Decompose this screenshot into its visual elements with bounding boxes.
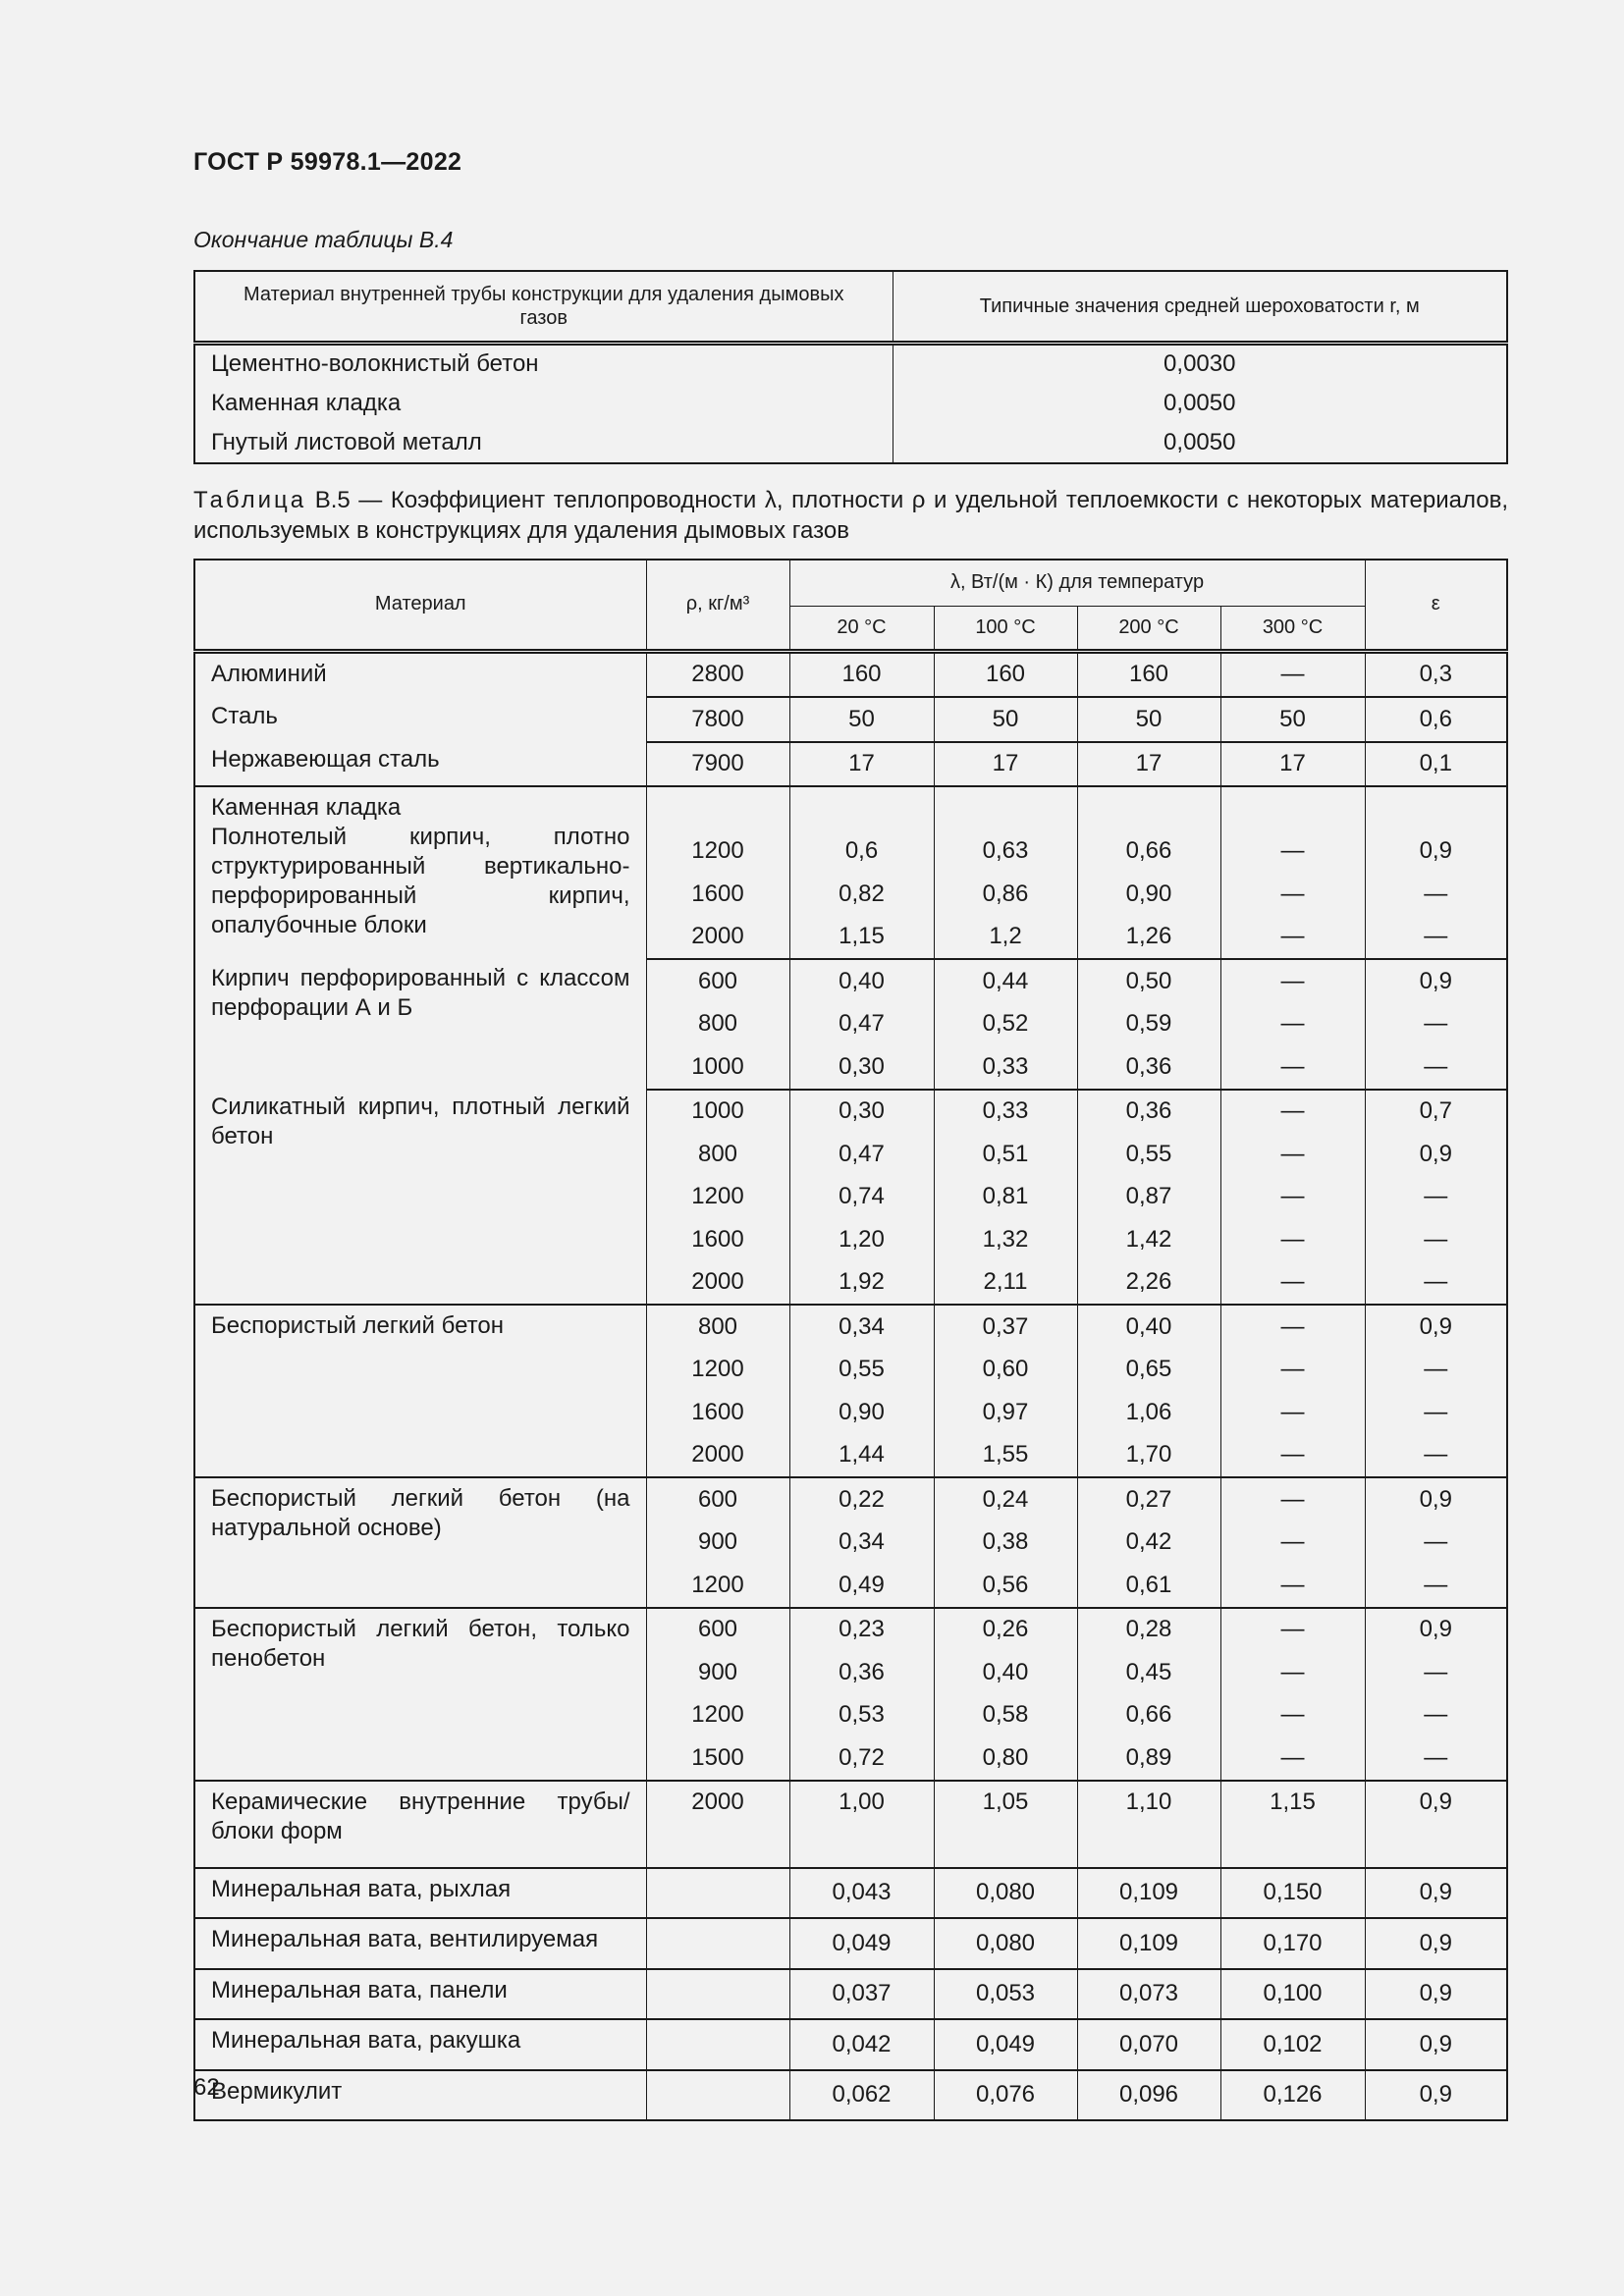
table-row: [194, 1477, 1507, 1522]
lambda-20-cell: 50: [789, 697, 934, 742]
lambda-100-cell: 0,56: [934, 1564, 1077, 1608]
lambda-20-cell: 0,042: [789, 2019, 934, 2070]
epsilon-cell: 0,9: [1365, 1305, 1507, 1349]
lambda-100-cell: 0,080: [934, 1918, 1077, 1969]
lambda-200-cell: 0,070: [1077, 2019, 1220, 2070]
table-b5-header-density: ρ, кг/м³: [646, 560, 789, 651]
density-cell: 2800: [646, 651, 789, 697]
lambda-20-cell: 0,23: [789, 1608, 934, 1652]
density-cell: [646, 1918, 789, 1969]
lambda-100-cell: 0,63: [934, 830, 1077, 874]
density-cell: 600: [646, 1477, 789, 1522]
epsilon-cell: —: [1365, 1694, 1507, 1737]
lambda-20-cell: [789, 786, 934, 830]
material-cell: [194, 1918, 646, 1969]
density-cell: 600: [646, 959, 789, 1003]
density-cell: [646, 1969, 789, 2020]
density-cell: 1000: [646, 1090, 789, 1134]
lambda-200-cell: [1077, 786, 1220, 830]
lambda-300-cell: —: [1220, 1694, 1365, 1737]
density-cell: 1000: [646, 1045, 789, 1090]
lambda-200-cell: 0,36: [1077, 1090, 1220, 1134]
table-b5-header-material: Материал: [194, 560, 646, 651]
material-cell: [194, 1608, 646, 1781]
material-name: Минеральная вата, ракушка: [211, 2027, 521, 2054]
epsilon-cell: 0,9: [1365, 1133, 1507, 1176]
lambda-200-cell: 0,109: [1077, 1868, 1220, 1919]
table-b4-continuation: [193, 270, 1508, 464]
table-b4-header-material: Материал внутренней трубы конструкции для удаления дымовых газов: [194, 271, 893, 343]
lambda-20-cell: 0,34: [789, 1305, 934, 1349]
epsilon-cell: —: [1365, 1564, 1507, 1608]
lambda-300-cell: —: [1220, 1045, 1365, 1090]
lambda-20-cell: 0,043: [789, 1868, 934, 1919]
lambda-200-cell: 0,90: [1077, 873, 1220, 916]
lambda-200-cell: 0,28: [1077, 1608, 1220, 1652]
table-b5-header-100c: 100 °C: [934, 606, 1077, 651]
lambda-100-cell: 0,049: [934, 2019, 1077, 2070]
density-cell: [646, 786, 789, 830]
lambda-200-cell: 0,65: [1077, 1349, 1220, 1392]
lambda-300-cell: 1,15: [1220, 1781, 1365, 1825]
epsilon-cell: —: [1365, 873, 1507, 916]
lambda-200-cell: 0,36: [1077, 1045, 1220, 1090]
epsilon-cell: —: [1365, 916, 1507, 960]
material-name: Вермикулит: [211, 2077, 343, 2105]
material-cell: [194, 1305, 646, 1477]
density-cell: 900: [646, 1522, 789, 1565]
epsilon-cell: 0,9: [1365, 1781, 1507, 1825]
lambda-20-cell: 0,062: [789, 2070, 934, 2121]
lambda-20-cell: 1,20: [789, 1218, 934, 1261]
table-b5-header-300c: 300 °C: [1220, 606, 1365, 651]
lambda-200-cell: 160: [1077, 651, 1220, 697]
epsilon-cell: 0,3: [1365, 651, 1507, 697]
lambda-20-cell: 160: [789, 651, 934, 697]
lambda-300-cell: —: [1220, 1736, 1365, 1781]
material-name: Силикатный кирпич, плотный легкий бетон: [211, 1093, 630, 1149]
epsilon-cell: 0,9: [1365, 2070, 1507, 2121]
density-cell: 7900: [646, 742, 789, 787]
lambda-300-cell: —: [1220, 1176, 1365, 1219]
lambda-100-cell: 17: [934, 742, 1077, 787]
table-b4-continuation-caption: Окончание таблицы В.4: [193, 227, 454, 252]
lambda-200-cell: 0,45: [1077, 1651, 1220, 1694]
table-row: [194, 2070, 1507, 2121]
lambda-100-cell: 0,52: [934, 1003, 1077, 1046]
lambda-300-cell: —: [1220, 1349, 1365, 1392]
material-name: Минеральная вата, панели: [211, 1976, 508, 2003]
epsilon-cell: 0,6: [1365, 697, 1507, 742]
density-cell: 1200: [646, 1349, 789, 1392]
material-cell: [194, 786, 646, 1305]
epsilon-cell: —: [1365, 1218, 1507, 1261]
lambda-100-cell: 1,2: [934, 916, 1077, 960]
lambda-300-cell: 50: [1220, 697, 1365, 742]
density-cell: 2000: [646, 1434, 789, 1478]
lambda-300-cell: —: [1220, 830, 1365, 874]
lambda-300-cell: 0,150: [1220, 1868, 1365, 1919]
material-name: Беспористый легкий бетон, только пенобетон: [211, 1615, 630, 1672]
lambda-300-cell: —: [1220, 651, 1365, 697]
lambda-200-cell: 50: [1077, 697, 1220, 742]
lambda-100-cell: 0,33: [934, 1045, 1077, 1090]
lambda-200-cell: 1,42: [1077, 1218, 1220, 1261]
lambda-100-cell: 0,44: [934, 959, 1077, 1003]
lambda-200-cell: 1,10: [1077, 1781, 1220, 1825]
lambda-100-cell: 0,58: [934, 1694, 1077, 1737]
density-cell: 1200: [646, 1176, 789, 1219]
lambda-100-cell: 0,81: [934, 1176, 1077, 1219]
epsilon-cell: [1365, 1824, 1507, 1868]
lambda-20-cell: 0,40: [789, 959, 934, 1003]
density-cell: 1600: [646, 1218, 789, 1261]
lambda-300-cell: 0,100: [1220, 1969, 1365, 2020]
density-cell: 1200: [646, 1694, 789, 1737]
density-cell: 1200: [646, 830, 789, 874]
density-cell: 800: [646, 1133, 789, 1176]
lambda-20-cell: [789, 1824, 934, 1868]
epsilon-cell: [1365, 786, 1507, 830]
epsilon-cell: 0,1: [1365, 742, 1507, 787]
lambda-200-cell: 2,26: [1077, 1261, 1220, 1306]
density-cell: 800: [646, 1003, 789, 1046]
lambda-20-cell: 0,72: [789, 1736, 934, 1781]
lambda-300-cell: —: [1220, 1218, 1365, 1261]
density-cell: [646, 2070, 789, 2121]
document-header: ГОСТ Р 59978.1—2022: [193, 148, 462, 176]
lambda-200-cell: 0,42: [1077, 1522, 1220, 1565]
lambda-200-cell: 0,66: [1077, 830, 1220, 874]
lambda-300-cell: —: [1220, 1133, 1365, 1176]
lambda-100-cell: [934, 786, 1077, 830]
material-cell: [194, 651, 646, 786]
density-cell: 1500: [646, 1736, 789, 1781]
lambda-200-cell: 0,27: [1077, 1477, 1220, 1522]
material-cell: [194, 2070, 646, 2121]
lambda-20-cell: 0,47: [789, 1003, 934, 1046]
density-cell: [646, 1868, 789, 1919]
epsilon-cell: —: [1365, 1003, 1507, 1046]
lambda-100-cell: 160: [934, 651, 1077, 697]
lambda-200-cell: 17: [1077, 742, 1220, 787]
lambda-20-cell: 0,74: [789, 1176, 934, 1219]
table-row: [194, 423, 1507, 463]
epsilon-cell: —: [1365, 1045, 1507, 1090]
table-row: [194, 651, 1507, 697]
lambda-100-cell: 0,076: [934, 2070, 1077, 2121]
lambda-100-cell: 1,32: [934, 1218, 1077, 1261]
table-row: [194, 786, 1507, 830]
lambda-20-cell: 1,00: [789, 1781, 934, 1825]
lambda-300-cell: —: [1220, 1434, 1365, 1478]
epsilon-cell: 0,9: [1365, 1477, 1507, 1522]
lambda-20-cell: 0,30: [789, 1090, 934, 1134]
lambda-300-cell: [1220, 1824, 1365, 1868]
lambda-20-cell: 0,36: [789, 1651, 934, 1694]
page-number: 62: [193, 2074, 220, 2101]
lambda-20-cell: 0,82: [789, 873, 934, 916]
material-name: Беспористый легкий бетон (на натуральной основе): [211, 1485, 630, 1541]
lambda-100-cell: 0,97: [934, 1391, 1077, 1434]
lambda-100-cell: 0,38: [934, 1522, 1077, 1565]
lambda-300-cell: —: [1220, 873, 1365, 916]
material-cell: Гнутый листовой металл: [194, 423, 893, 463]
material-cell: [194, 2019, 646, 2070]
lambda-20-cell: 1,15: [789, 916, 934, 960]
density-cell: 600: [646, 1608, 789, 1652]
material-cell: [194, 1477, 646, 1608]
lambda-100-cell: [934, 1824, 1077, 1868]
lambda-300-cell: —: [1220, 1651, 1365, 1694]
density-cell: [646, 2019, 789, 2070]
epsilon-cell: —: [1365, 1391, 1507, 1434]
epsilon-cell: —: [1365, 1261, 1507, 1306]
lambda-20-cell: 0,6: [789, 830, 934, 874]
lambda-300-cell: —: [1220, 916, 1365, 960]
lambda-20-cell: 0,30: [789, 1045, 934, 1090]
lambda-200-cell: 1,26: [1077, 916, 1220, 960]
lambda-300-cell: —: [1220, 1477, 1365, 1522]
lambda-20-cell: 0,55: [789, 1349, 934, 1392]
lambda-200-cell: 0,55: [1077, 1133, 1220, 1176]
density-cell: 2000: [646, 916, 789, 960]
table-b5-header-lambda: λ, Вт/(м · К) для температур: [789, 560, 1365, 606]
material-name: Минеральная вата, рыхлая: [211, 1875, 512, 1902]
density-cell: 7800: [646, 697, 789, 742]
density-cell: 900: [646, 1651, 789, 1694]
lambda-100-cell: 0,80: [934, 1736, 1077, 1781]
table-b5-caption: [193, 485, 1508, 546]
lambda-300-cell: 0,126: [1220, 2070, 1365, 2121]
lambda-100-cell: 0,24: [934, 1477, 1077, 1522]
lambda-200-cell: 0,073: [1077, 1969, 1220, 2020]
lambda-100-cell: 0,86: [934, 873, 1077, 916]
table-b5-caption-text: В.5 — Коэффициент теплопроводности λ, плотности ρ и удельной теплоемкости с некоторых материалов, используемых в конструкциях для удаления дымовых газов: [193, 487, 1508, 544]
table-b5-header-200c: 200 °C: [1077, 606, 1220, 651]
lambda-20-cell: 0,34: [789, 1522, 934, 1565]
lambda-20-cell: 0,049: [789, 1918, 934, 1969]
epsilon-cell: 0,9: [1365, 1608, 1507, 1652]
table-row: [194, 1969, 1507, 2020]
material-name: Кирпич перфорированный с классом перфорации А и Б: [211, 965, 630, 1021]
lambda-100-cell: 0,40: [934, 1651, 1077, 1694]
table-row: [194, 1918, 1507, 1969]
density-cell: [646, 1824, 789, 1868]
epsilon-cell: —: [1365, 1176, 1507, 1219]
lambda-300-cell: [1220, 786, 1365, 830]
density-cell: 800: [646, 1305, 789, 1349]
lambda-300-cell: —: [1220, 1003, 1365, 1046]
material-cell: [194, 1969, 646, 2020]
lambda-100-cell: 0,60: [934, 1349, 1077, 1392]
lambda-20-cell: 0,49: [789, 1564, 934, 1608]
lambda-300-cell: —: [1220, 1608, 1365, 1652]
material-cell: [194, 1781, 646, 1868]
material-name: Нержавеющая сталь: [211, 745, 440, 773]
lambda-200-cell: 0,40: [1077, 1305, 1220, 1349]
lambda-300-cell: —: [1220, 1090, 1365, 1134]
density-cell: 1200: [646, 1564, 789, 1608]
lambda-300-cell: —: [1220, 1564, 1365, 1608]
material-name: Каменная кладка Полнотелый кирпич, плотно структурированный вертикально-перфорированный кирпич, опалубочные блоки: [211, 794, 630, 938]
density-cell: 2000: [646, 1781, 789, 1825]
table-b5-caption-label: Таблица: [193, 487, 307, 513]
lambda-200-cell: 1,70: [1077, 1434, 1220, 1478]
lambda-200-cell: 0,66: [1077, 1694, 1220, 1737]
material-name: Беспористый легкий бетон: [211, 1312, 504, 1339]
lambda-100-cell: 0,37: [934, 1305, 1077, 1349]
density-cell: 1600: [646, 873, 789, 916]
material-name: Сталь: [211, 703, 278, 729]
table-b5-header-epsilon: ε: [1365, 560, 1507, 651]
density-cell: 1600: [646, 1391, 789, 1434]
roughness-cell: 0,0050: [893, 423, 1507, 463]
lambda-300-cell: 0,102: [1220, 2019, 1365, 2070]
epsilon-cell: —: [1365, 1651, 1507, 1694]
lambda-100-cell: 0,33: [934, 1090, 1077, 1134]
lambda-20-cell: 17: [789, 742, 934, 787]
roughness-cell: 0,0030: [893, 343, 1507, 383]
material-name: Алюминий: [211, 660, 327, 687]
epsilon-cell: —: [1365, 1522, 1507, 1565]
lambda-100-cell: 0,053: [934, 1969, 1077, 2020]
lambda-100-cell: 1,55: [934, 1434, 1077, 1478]
lambda-200-cell: 0,61: [1077, 1564, 1220, 1608]
roughness-cell: 0,0050: [893, 383, 1507, 423]
lambda-20-cell: 0,90: [789, 1391, 934, 1434]
lambda-300-cell: —: [1220, 1522, 1365, 1565]
lambda-200-cell: 0,87: [1077, 1176, 1220, 1219]
epsilon-cell: 0,9: [1365, 2019, 1507, 2070]
lambda-300-cell: 0,170: [1220, 1918, 1365, 1969]
table-row: [194, 1781, 1507, 1825]
material-cell: [194, 1868, 646, 1919]
lambda-200-cell: [1077, 1824, 1220, 1868]
lambda-300-cell: —: [1220, 1391, 1365, 1434]
table-b5: [193, 559, 1508, 2121]
lambda-300-cell: 17: [1220, 742, 1365, 787]
table-row: [194, 1305, 1507, 1349]
table-row: [194, 383, 1507, 423]
lambda-100-cell: 2,11: [934, 1261, 1077, 1306]
lambda-300-cell: —: [1220, 959, 1365, 1003]
lambda-200-cell: 0,50: [1077, 959, 1220, 1003]
lambda-20-cell: 0,47: [789, 1133, 934, 1176]
epsilon-cell: 0,9: [1365, 1918, 1507, 1969]
table-row: [194, 1868, 1507, 1919]
epsilon-cell: —: [1365, 1736, 1507, 1781]
lambda-20-cell: 0,037: [789, 1969, 934, 2020]
lambda-100-cell: 50: [934, 697, 1077, 742]
table-row: [194, 343, 1507, 383]
lambda-200-cell: 0,59: [1077, 1003, 1220, 1046]
density-cell: 2000: [646, 1261, 789, 1306]
table-b4-header-roughness: Типичные значения средней шероховатости r, м: [893, 271, 1507, 343]
epsilon-cell: —: [1365, 1434, 1507, 1478]
material-name: Керамические внутренние трубы/ блоки форм: [211, 1788, 630, 1844]
epsilon-cell: 0,9: [1365, 1868, 1507, 1919]
lambda-300-cell: —: [1220, 1261, 1365, 1306]
table-row: [194, 1608, 1507, 1652]
lambda-200-cell: 1,06: [1077, 1391, 1220, 1434]
lambda-300-cell: —: [1220, 1305, 1365, 1349]
lambda-20-cell: 1,44: [789, 1434, 934, 1478]
lambda-20-cell: 0,22: [789, 1477, 934, 1522]
lambda-100-cell: 0,51: [934, 1133, 1077, 1176]
lambda-100-cell: 0,26: [934, 1608, 1077, 1652]
epsilon-cell: —: [1365, 1349, 1507, 1392]
lambda-100-cell: 1,05: [934, 1781, 1077, 1825]
lambda-100-cell: 0,080: [934, 1868, 1077, 1919]
lambda-200-cell: 0,89: [1077, 1736, 1220, 1781]
epsilon-cell: 0,9: [1365, 830, 1507, 874]
material-cell: Цементно-волокнистый бетон: [194, 343, 893, 383]
lambda-20-cell: 1,92: [789, 1261, 934, 1306]
epsilon-cell: 0,9: [1365, 959, 1507, 1003]
lambda-200-cell: 0,096: [1077, 2070, 1220, 2121]
lambda-20-cell: 0,53: [789, 1694, 934, 1737]
table-row: [194, 2019, 1507, 2070]
epsilon-cell: 0,9: [1365, 1969, 1507, 2020]
material-name: Минеральная вата, вентилируемая: [211, 1926, 599, 1952]
table-b5-header-20c: 20 °C: [789, 606, 934, 651]
epsilon-cell: 0,7: [1365, 1090, 1507, 1134]
lambda-200-cell: 0,109: [1077, 1918, 1220, 1969]
material-cell: Каменная кладка: [194, 383, 893, 423]
